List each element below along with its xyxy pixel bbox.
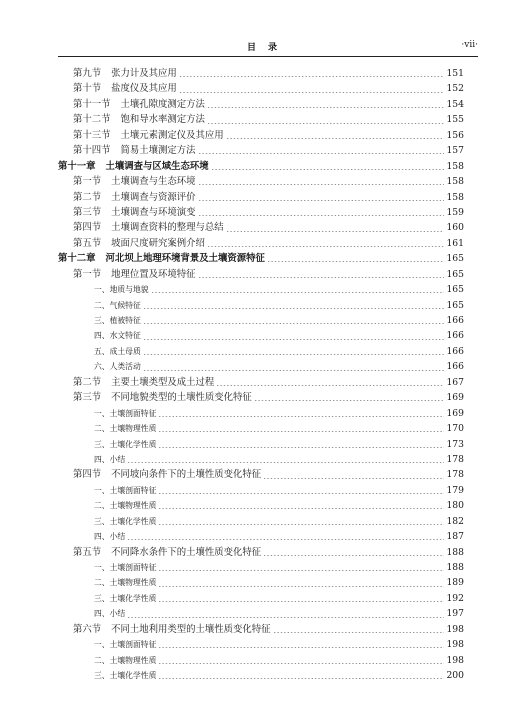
toc-chapter-entry — [58, 159, 464, 174]
toc-entry-title: 五、成土母质 — [94, 346, 141, 356]
toc-entry-title: 坡面尺度研究案例介绍 — [111, 237, 205, 249]
toc-subsection-entry — [58, 359, 464, 374]
toc-subsection-entry — [58, 298, 464, 313]
toc-page-number: 200 — [446, 670, 464, 682]
toc-subsection-entry — [58, 637, 464, 652]
toc-entry-title: 盐度仪及其应用 — [111, 83, 177, 95]
toc-section-entry — [58, 622, 464, 637]
toc-entry-title: 二、土壤物理性质 — [94, 578, 157, 588]
toc-dot-leader — [143, 308, 444, 309]
toc-entry-title: 三、土壤化学性质 — [94, 439, 157, 449]
toc-entry-title: 一、土壤剖面特征 — [94, 563, 157, 572]
toc-page-number: 165 — [446, 268, 464, 280]
toc-dot-leader — [143, 323, 444, 324]
toc-entry-title: 一、土壤剖面特征 — [94, 640, 157, 650]
toc-page-number: 170 — [446, 423, 464, 435]
header-page-number: ·vii· — [461, 40, 478, 50]
toc-dot-leader — [179, 92, 444, 93]
toc-section-entry — [58, 236, 464, 251]
toc-page-number: 167 — [446, 376, 464, 388]
toc-page-number: 198 — [446, 639, 464, 651]
toc-page-number: 165 — [446, 253, 464, 265]
toc-page-number: 173 — [446, 438, 464, 450]
toc-dot-leader — [198, 184, 444, 185]
toc-entry-title: 土壤元素测定仪及其应用 — [120, 129, 224, 141]
toc-section-number: 第十二章 — [58, 253, 96, 265]
toc-dot-leader — [263, 478, 444, 479]
toc-entry-title: 主要土壤类型及成土过程 — [111, 376, 215, 388]
toc-page-number: 182 — [446, 515, 464, 527]
toc-entry-title: 二、土壤物理性质 — [94, 655, 157, 665]
toc-section-number: 第一节 — [73, 268, 102, 280]
toc-section-entry — [58, 390, 464, 405]
toc-section-entry — [58, 81, 464, 96]
toc-page-number: 198 — [446, 654, 464, 666]
toc-subsection-entry — [58, 483, 464, 498]
toc-entry-title: 土壤调查与环境演变 — [111, 206, 196, 218]
toc-entry-title: 三、土壤化学性质 — [94, 516, 157, 526]
toc-page-number: 180 — [446, 500, 464, 512]
toc-entry-title: 土壤孔隙度测定方法 — [120, 98, 205, 110]
toc-dot-leader — [158, 647, 444, 648]
toc-page-number: 179 — [446, 484, 464, 496]
toc-entry-title: 二、气候特征 — [94, 300, 141, 310]
toc-section-entry — [58, 112, 464, 127]
toc-page-number: 169 — [446, 407, 464, 419]
toc-dot-leader — [158, 678, 444, 679]
toc-entry-title: 一、土壤剖面特征 — [94, 408, 157, 418]
toc-section-entry — [58, 267, 464, 282]
toc-dot-leader — [226, 231, 444, 232]
toc-dot-leader — [207, 123, 444, 124]
toc-page-number: 178 — [446, 469, 464, 481]
toc-entry-title: 四、水文特征 — [94, 331, 141, 341]
toc-page-number: 169 — [446, 392, 464, 404]
toc-dot-leader — [143, 370, 444, 371]
toc-entry-title: 四、小结 — [94, 454, 126, 464]
toc-subsection-entry — [58, 591, 464, 606]
toc-dot-leader — [273, 632, 444, 633]
toc-dot-leader — [127, 617, 444, 618]
toc-section-number: 第二节 — [73, 376, 102, 388]
toc-section-number: 第三节 — [73, 206, 102, 218]
toc-section-number: 第十节 — [73, 83, 102, 95]
toc-entry-title: 二、土壤物理性质 — [94, 501, 157, 511]
toc-subsection-entry — [58, 498, 464, 513]
toc-section-entry — [58, 97, 464, 112]
toc-dot-leader — [179, 76, 444, 77]
toc-section-number: 第四节 — [73, 222, 102, 234]
toc-subsection-entry — [58, 313, 464, 328]
toc-section-number: 第十二节 — [73, 114, 111, 126]
toc-dot-leader — [158, 570, 444, 571]
toc-section-number: 第三节 — [73, 392, 102, 404]
toc-subsection-entry — [58, 560, 464, 575]
toc-section-entry — [58, 174, 464, 189]
toc-section-number: 第六节 — [73, 623, 102, 635]
toc-dot-leader — [127, 539, 444, 540]
toc-page-number: 161 — [446, 237, 464, 249]
toc-dot-leader — [158, 493, 444, 494]
toc-entry-title: 张力计及其应用 — [111, 68, 177, 79]
toc-page-number: 188 — [446, 562, 464, 573]
toc-section-number: 第十四节 — [73, 145, 111, 157]
toc-dot-leader — [143, 354, 444, 355]
toc-page-number: 155 — [446, 114, 464, 126]
toc-dot-leader — [267, 261, 444, 262]
toc-subsection-entry — [58, 328, 464, 343]
toc-dot-leader — [207, 246, 444, 247]
page-header — [58, 40, 478, 57]
toc-page-number: 157 — [446, 145, 464, 157]
toc-dot-leader — [226, 138, 444, 139]
table-of-contents — [58, 66, 464, 684]
toc-subsection-entry — [58, 514, 464, 529]
toc-entry-title: 一、地质与地貌 — [94, 285, 149, 295]
toc-page-number: 166 — [446, 330, 464, 342]
toc-page-number: 178 — [446, 453, 464, 465]
toc-page-number: 151 — [446, 68, 464, 79]
toc-section-number: 第九节 — [73, 68, 102, 79]
toc-dot-leader — [158, 524, 444, 525]
toc-section-number: 第十一节 — [73, 98, 111, 110]
toc-subsection-entry — [58, 575, 464, 590]
toc-dot-leader — [158, 447, 444, 448]
toc-page-number: 156 — [446, 129, 464, 141]
toc-dot-leader — [158, 663, 444, 664]
toc-subsection-entry — [58, 653, 464, 668]
toc-entry-title: 土壤调查与资源评价 — [111, 191, 196, 203]
toc-dot-leader — [127, 462, 444, 463]
toc-entry-title: 不同土地利用类型的土壤性质变化特征 — [111, 623, 271, 635]
toc-entry-title: 三、土壤化学性质 — [94, 593, 157, 603]
toc-section-number: 第五节 — [73, 237, 102, 249]
toc-page-number: 192 — [446, 592, 464, 604]
toc-subsection-entry — [58, 421, 464, 436]
toc-dot-leader — [158, 586, 444, 587]
toc-dot-leader — [198, 200, 444, 201]
toc-page-number: 152 — [446, 83, 464, 95]
toc-section-number: 第四节 — [73, 469, 102, 481]
toc-entry-title: 土壤调查与生态环境 — [111, 176, 196, 188]
toc-dot-leader — [254, 400, 444, 401]
toc-page-number: 187 — [446, 531, 464, 543]
toc-page-number: 166 — [446, 361, 464, 373]
toc-dot-leader — [198, 215, 444, 216]
toc-subsection-entry — [58, 406, 464, 421]
toc-page-number: 189 — [446, 577, 464, 589]
toc-subsection-entry — [58, 529, 464, 544]
toc-section-entry — [58, 205, 464, 220]
toc-dot-leader — [216, 385, 444, 386]
toc-section-entry — [58, 190, 464, 205]
toc-entry-title: 饱和导水率测定方法 — [120, 114, 205, 126]
toc-section-number: 第二节 — [73, 191, 102, 203]
toc-entry-title: 一、土壤剖面特征 — [94, 485, 157, 495]
toc-page-number: 165 — [446, 284, 464, 296]
toc-entry-title: 不同降水条件下的土壤性质变化特征 — [111, 546, 262, 558]
toc-dot-leader — [151, 292, 444, 293]
toc-page-number: 166 — [446, 315, 464, 326]
toc-subsection-entry — [58, 282, 464, 297]
toc-entry-title: 土壤调查资料的整理与总结 — [111, 222, 224, 234]
toc-section-entry — [58, 467, 464, 482]
toc-entry-title: 简易土壤测定方法 — [120, 145, 196, 157]
toc-page-number: 158 — [446, 160, 464, 172]
toc-section-entry — [58, 66, 464, 81]
toc-entry-title: 二、土壤物理性质 — [94, 424, 157, 434]
toc-dot-leader — [158, 508, 444, 509]
toc-dot-leader — [158, 416, 444, 417]
toc-dot-leader — [263, 555, 444, 556]
toc-entry-title: 河北坝上地理环境背景及土壤资源特征 — [105, 253, 265, 265]
toc-entry-title: 不同坡向条件下的土壤性质变化特征 — [111, 469, 262, 481]
toc-page-number: 188 — [446, 546, 464, 558]
toc-section-number: 第十一章 — [58, 160, 96, 172]
toc-entry-title: 四、小结 — [94, 609, 126, 619]
toc-page-number: 154 — [446, 98, 464, 110]
toc-dot-leader — [158, 601, 444, 602]
toc-page-number: 166 — [446, 345, 464, 357]
toc-dot-leader — [198, 153, 444, 154]
header-title: 目录 — [246, 43, 289, 53]
toc-entry-title: 土壤调查与区域生态环境 — [105, 160, 209, 172]
toc-dot-leader — [143, 339, 444, 340]
toc-page-number: 165 — [446, 299, 464, 311]
toc-subsection-entry — [58, 437, 464, 452]
toc-page-number: 198 — [446, 623, 464, 635]
toc-section-entry — [58, 128, 464, 143]
toc-page-number: 158 — [446, 191, 464, 203]
toc-subsection-entry — [58, 668, 464, 683]
toc-entry-title: 地理位置及环境特征 — [111, 268, 196, 280]
toc-entry-title: 三、植被特征 — [94, 316, 141, 325]
toc-dot-leader — [211, 169, 444, 170]
toc-dot-leader — [198, 277, 444, 278]
toc-section-entry — [58, 375, 464, 390]
toc-dot-leader — [158, 431, 444, 432]
toc-section-number: 第十三节 — [73, 129, 111, 141]
toc-section-entry — [58, 545, 464, 560]
toc-entry-title: 四、小结 — [94, 532, 126, 542]
toc-section-number: 第一节 — [73, 176, 102, 188]
toc-subsection-entry — [58, 344, 464, 359]
toc-entry-title: 三、土壤化学性质 — [94, 671, 157, 681]
toc-section-entry — [58, 220, 464, 235]
toc-dot-leader — [207, 107, 444, 108]
toc-subsection-entry — [58, 452, 464, 467]
toc-page-number: 159 — [446, 206, 464, 218]
toc-section-number: 第五节 — [73, 546, 102, 558]
toc-page-number: 197 — [446, 608, 464, 620]
toc-section-entry — [58, 143, 464, 158]
toc-page-number: 160 — [446, 222, 464, 234]
toc-subsection-entry — [58, 606, 464, 621]
toc-entry-title: 六、人类活动 — [94, 362, 141, 372]
toc-chapter-entry — [58, 251, 464, 266]
toc-entry-title: 不同地貌类型的土壤性质变化特征 — [111, 392, 252, 404]
toc-page-number: 158 — [446, 176, 464, 188]
